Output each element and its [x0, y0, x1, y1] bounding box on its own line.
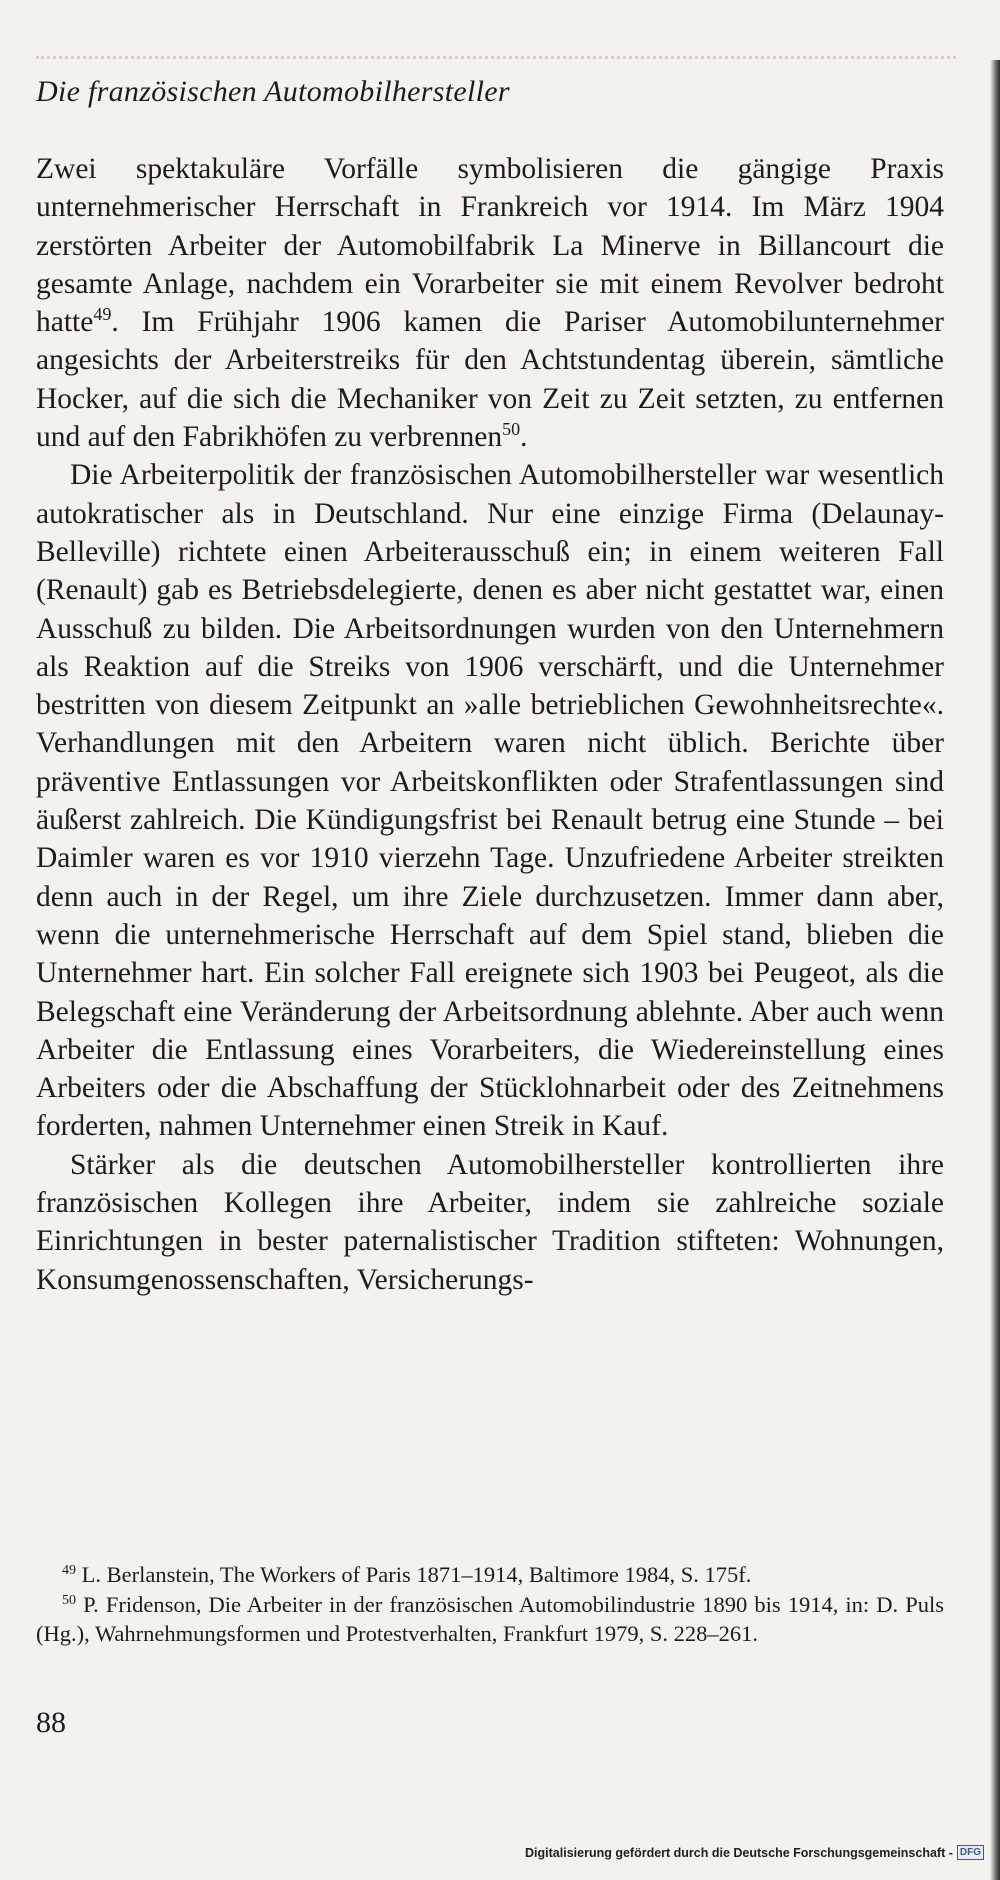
footnote-text: P. Fridenson, Die Arbeiter in der französischen Automobilindustrie 1890 bis 1914, in: D. Puls (Hg.), Wahrnehmungsformen und Protestverhalten, Frankfurt 1979, S. 228–261. — [36, 1591, 944, 1646]
paragraph-text: . Im Frühjahr 1906 kamen die Pariser Automobilunternehmer angesichts der Arbeiterstreiks für den Achtstundentag überein, sämtliche Hocker, auf die sich die Mechaniker von Zeit zu Zeit setzten, zu entfernen und auf den Fabrikhöfen zu verbrennen — [36, 306, 944, 454]
page-number: 88 — [36, 1706, 66, 1739]
paragraph-text: Zwei spektakuläre Vorfälle symbolisieren die gängige Praxis unternehmerischer Herrschaft in Frankreich vor 1914. Im März 1904 zerstörten Arbeiter der Automobilfabrik La Minerve in Billancourt die gesamte Anlage, nachdem ein Vorarbeiter sie mit einem Revolver bedroht hatte — [36, 153, 944, 339]
footnote — [36, 1560, 944, 1590]
credit-text: Digitalisierung gefördert durch die Deutsche Forschungsgemeinschaft - — [525, 1845, 953, 1860]
body-paragraph — [36, 456, 944, 1145]
running-header: Die französischen Automobilhersteller — [36, 75, 510, 108]
footnote — [36, 1590, 944, 1649]
top-dotted-rule — [36, 56, 956, 59]
paragraph-text: Die Arbeiterpolitik der französischen Automobilhersteller war wesentlich autokratischer als in Deutschland. Nur eine einzige Firma (Delaunay-Belleville) richtete einen Arbeiterausschuß ein; in einem weiteren Fall (Renault) gab es Betriebsdelegierte, denen es aber nicht gestattet war, einen Ausschuß zu bilden. Die Arbeitsordnungen wurden von den Unternehmern als Reaktion auf die Streiks von 1906 verschärft, und die Unternehmer bestritten von diesem Zeitpunkt an »alle betrieblichen Gewohnheitsrechte«. Verhandlungen mit den Arbeitern waren nicht üblich. Berichte über präventive Entlassungen vor Arbeitskonflikten oder Strafentlassungen sind äußerst zahlreich. Die Kündigungsfrist bei Renault betrug eine Stunde – bei Daimler waren es vor 1910 vierzehn Tage. Unzufriedene Arbeiter streikten denn auch in der Regel, um ihre Ziele durchzusetzen. Immer dann aber, wenn die unternehmerische Herrschaft auf dem Spiel stand, blieben die Unternehmer hart. Ein solcher Fall ereignete sich 1903 bei Peugeot, als die Belegschaft eine Veränderung der Arbeitsordnung ablehnte. Aber auch wenn Arbeiter die Entlassung eines Vorarbeiters, die Wiedereinstellung eines Arbeiters oder die Abschaffung der Stücklohnarbeit oder des Zeitnehmens forderten, nahmen Unternehmer einen Streik in Kauf. — [36, 459, 944, 1143]
body-paragraph — [36, 1146, 944, 1299]
paragraph-text: . — [520, 421, 528, 454]
footnote-ref: 49 — [93, 304, 112, 325]
footnote-ref: 50 — [502, 419, 521, 440]
body-text — [36, 150, 944, 1299]
facing-page-edge — [990, 60, 1000, 1880]
paragraph-text: Stärker als die deutschen Automobilhersteller kontrollierten ihre französischen Kollegen ihre Arbeiter, indem sie zahlreiche soziale Einrichtungen in bester paternalistischer Tradition stifteten: Wohnungen, Konsumgenossenschaften, Versicherungs- — [36, 1148, 944, 1296]
digitization-credit — [525, 1845, 984, 1860]
footnote-number: 49 — [62, 1563, 76, 1578]
dfg-logo-icon: DFG — [957, 1845, 984, 1860]
footnote-number: 50 — [62, 1592, 76, 1608]
body-paragraph — [36, 150, 944, 456]
footnote-text: L. Berlanstein, The Workers of Paris 1871–1914, Baltimore 1984, S. 175f. — [76, 1562, 752, 1587]
footnotes — [36, 1560, 944, 1649]
